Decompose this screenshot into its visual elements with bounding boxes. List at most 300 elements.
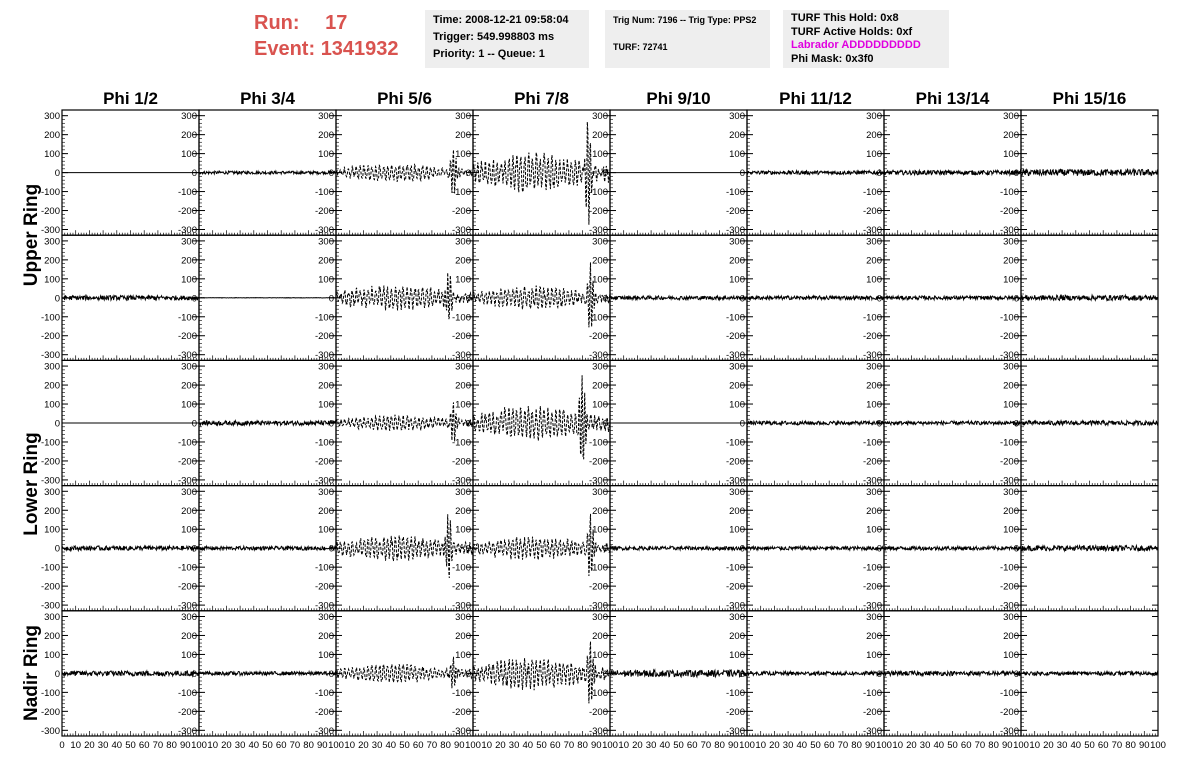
waveform-trace bbox=[1021, 672, 1158, 676]
waveform-panel bbox=[178, 110, 336, 236]
x-tick-label: 20 bbox=[1043, 740, 1054, 751]
y-tick-label: 200 bbox=[866, 130, 882, 142]
waveform-trace bbox=[1021, 295, 1158, 300]
y-tick-label: 200 bbox=[866, 505, 882, 517]
x-tick-label: 90 bbox=[454, 740, 465, 751]
y-tick-label: 100 bbox=[318, 649, 334, 661]
x-tick-label: 80 bbox=[303, 740, 314, 751]
y-tick-label: 300 bbox=[455, 486, 471, 498]
waveform-trace bbox=[336, 399, 473, 441]
y-tick-label: -200 bbox=[177, 206, 197, 218]
y-tick-label: -200 bbox=[999, 456, 1019, 468]
y-tick-label: 0 bbox=[54, 293, 60, 305]
x-tick-label: 40 bbox=[248, 740, 260, 751]
y-tick-label: 300 bbox=[44, 111, 60, 123]
y-tick-label: 200 bbox=[455, 630, 471, 642]
y-tick-label: -100 bbox=[314, 312, 334, 324]
y-tick-label: 100 bbox=[44, 274, 60, 286]
y-tick-label: -300 bbox=[725, 600, 745, 612]
y-tick-label: 300 bbox=[181, 236, 197, 248]
y-tick-label: 0 bbox=[465, 293, 471, 305]
event-label-text: Event: bbox=[254, 38, 316, 60]
x-tick-label: 30 bbox=[1056, 740, 1068, 751]
y-tick-label: -200 bbox=[314, 456, 334, 468]
x-tick-label: 80 bbox=[166, 740, 177, 751]
run-value: 17 bbox=[325, 12, 348, 34]
y-tick-label: 0 bbox=[739, 543, 745, 555]
y-tick-label: 300 bbox=[181, 611, 197, 623]
y-tick-label: 300 bbox=[181, 361, 197, 373]
x-tick-label: 50 bbox=[262, 740, 273, 751]
waveform-trace bbox=[610, 670, 747, 677]
y-tick-label: 200 bbox=[866, 380, 882, 392]
waveform-panel bbox=[726, 611, 884, 737]
y-tick-label: 100 bbox=[318, 149, 334, 161]
y-tick-label: -300 bbox=[725, 475, 745, 487]
waveform-panel bbox=[178, 611, 336, 737]
y-tick-label: -300 bbox=[451, 350, 471, 362]
y-tick-label: 300 bbox=[455, 361, 471, 373]
waveform-panel bbox=[726, 360, 884, 486]
y-tick-label: 100 bbox=[44, 524, 60, 536]
y-tick-label: -300 bbox=[177, 225, 197, 237]
x-tick-label: 10 bbox=[70, 740, 81, 751]
y-tick-label: 0 bbox=[1013, 668, 1019, 680]
y-tick-label: -300 bbox=[862, 350, 882, 362]
waveform-trace bbox=[884, 671, 1021, 676]
y-tick-label: 100 bbox=[729, 649, 745, 661]
x-tick-label: 90 bbox=[1002, 740, 1013, 751]
y-tick-label: 200 bbox=[1003, 380, 1019, 392]
x-tick-label: 10 bbox=[344, 740, 355, 751]
x-tick-label: 90 bbox=[180, 740, 191, 751]
turf-active-holds-text: TURF Active Holds: 0xf bbox=[791, 25, 913, 38]
y-tick-label: -100 bbox=[999, 312, 1019, 324]
y-tick-label: -200 bbox=[862, 581, 882, 593]
x-tick-label: 60 bbox=[275, 740, 287, 751]
y-tick-label: -100 bbox=[451, 562, 471, 574]
y-tick-label: 300 bbox=[866, 111, 882, 123]
turf-this-hold-text: TURF This Hold: 0x8 bbox=[791, 12, 899, 24]
y-tick-label: -200 bbox=[177, 456, 197, 468]
y-tick-label: 200 bbox=[318, 130, 334, 142]
x-tick-label: 100 bbox=[876, 740, 892, 751]
y-tick-label: -200 bbox=[40, 581, 60, 593]
y-tick-label: -300 bbox=[862, 475, 882, 487]
y-tick-label: 300 bbox=[44, 361, 60, 373]
x-tick-label: 100 bbox=[602, 740, 618, 751]
y-tick-label: 300 bbox=[1003, 236, 1019, 248]
y-tick-label: 200 bbox=[455, 380, 471, 392]
column-title: Phi 1/2 bbox=[103, 89, 158, 108]
y-tick-label: -300 bbox=[725, 725, 745, 737]
x-tick-label: 60 bbox=[686, 740, 698, 751]
y-tick-label: 100 bbox=[1003, 524, 1019, 536]
x-tick-label: 70 bbox=[700, 740, 712, 751]
y-tick-label: -200 bbox=[588, 581, 608, 593]
y-tick-label: 200 bbox=[1003, 630, 1019, 642]
y-tick-label: 0 bbox=[54, 668, 60, 680]
y-tick-label: 200 bbox=[44, 255, 60, 267]
y-tick-label: -300 bbox=[40, 475, 60, 487]
y-tick-label: 200 bbox=[455, 255, 471, 267]
y-tick-label: 300 bbox=[729, 236, 745, 248]
waveform-panel bbox=[863, 486, 1021, 612]
x-tick-label: 70 bbox=[1111, 740, 1123, 751]
x-tick-label: 80 bbox=[1125, 740, 1136, 751]
y-tick-label: 300 bbox=[866, 361, 882, 373]
y-tick-label: 100 bbox=[592, 399, 608, 411]
x-tick-label: 80 bbox=[851, 740, 862, 751]
y-tick-label: -300 bbox=[40, 600, 60, 612]
x-tick-label: 80 bbox=[988, 740, 999, 751]
y-tick-label: -200 bbox=[999, 331, 1019, 343]
x-tick-label: 70 bbox=[974, 740, 986, 751]
x-tick-label: 40 bbox=[522, 740, 534, 751]
waveform-panel bbox=[178, 360, 336, 486]
x-tick-label: 30 bbox=[508, 740, 520, 751]
y-tick-label: -300 bbox=[451, 600, 471, 612]
column-title: Phi 11/12 bbox=[779, 89, 852, 108]
waveform-trace bbox=[747, 672, 884, 676]
column-title: Phi 15/16 bbox=[1052, 89, 1127, 108]
y-tick-label: 0 bbox=[328, 668, 334, 680]
waveform-panel bbox=[589, 486, 747, 612]
y-tick-label: 0 bbox=[1013, 168, 1019, 180]
waveform-panel bbox=[863, 110, 1021, 236]
y-tick-label: 100 bbox=[455, 524, 471, 536]
x-tick-label: 50 bbox=[1084, 740, 1095, 751]
phi-mask-text: Phi Mask: 0x3f0 bbox=[791, 52, 874, 65]
waveform-trace bbox=[1021, 421, 1158, 426]
y-tick-label: 0 bbox=[328, 418, 334, 430]
x-tick-label: 10 bbox=[207, 740, 218, 751]
y-tick-label: -200 bbox=[314, 706, 334, 718]
x-tick-label: 90 bbox=[1139, 740, 1150, 751]
x-tick-label: 10 bbox=[1029, 740, 1040, 751]
y-tick-label: -200 bbox=[451, 206, 471, 218]
x-tick-label: 50 bbox=[810, 740, 821, 751]
waveform-trace bbox=[610, 296, 747, 300]
y-tick-label: -300 bbox=[862, 600, 882, 612]
y-tick-label: -200 bbox=[314, 331, 334, 343]
y-tick-label: 100 bbox=[592, 524, 608, 536]
waveform-trace bbox=[747, 421, 884, 425]
y-tick-label: -100 bbox=[40, 437, 60, 449]
x-tick-label: 80 bbox=[714, 740, 725, 751]
y-tick-label: 100 bbox=[1003, 274, 1019, 286]
y-tick-label: 0 bbox=[739, 418, 745, 430]
y-tick-label: -100 bbox=[999, 187, 1019, 199]
y-tick-label: -300 bbox=[725, 350, 745, 362]
y-tick-label: 200 bbox=[1003, 255, 1019, 267]
x-tick-label: 100 bbox=[191, 740, 207, 751]
waveform-panel bbox=[315, 611, 473, 737]
waveform-panel bbox=[41, 486, 199, 612]
y-tick-label: 300 bbox=[729, 486, 745, 498]
labrador-text: Labrador ADDDDDDDDD bbox=[791, 39, 921, 51]
y-tick-label: -100 bbox=[725, 312, 745, 324]
y-tick-label: 100 bbox=[181, 649, 197, 661]
y-tick-label: 300 bbox=[1003, 611, 1019, 623]
y-tick-label: 0 bbox=[602, 293, 608, 305]
waveform-panel bbox=[315, 360, 473, 486]
y-tick-label: 200 bbox=[592, 505, 608, 517]
y-tick-label: 300 bbox=[1003, 486, 1019, 498]
y-tick-label: 100 bbox=[1003, 649, 1019, 661]
x-tick-label: 40 bbox=[1070, 740, 1082, 751]
y-tick-label: -200 bbox=[451, 581, 471, 593]
x-tick-label: 30 bbox=[645, 740, 657, 751]
y-tick-label: 0 bbox=[191, 418, 197, 430]
y-tick-label: -200 bbox=[725, 456, 745, 468]
waveform-panel bbox=[452, 486, 610, 612]
y-tick-label: 100 bbox=[866, 149, 882, 161]
y-tick-label: 0 bbox=[1013, 543, 1019, 555]
waveform-trace bbox=[62, 671, 199, 676]
y-tick-label: 0 bbox=[191, 168, 197, 180]
y-tick-label: -300 bbox=[177, 725, 197, 737]
y-tick-label: -100 bbox=[177, 562, 197, 574]
waveform-panel bbox=[41, 235, 199, 361]
x-tick-label: 70 bbox=[837, 740, 849, 751]
waveform-panel bbox=[1000, 110, 1158, 236]
y-tick-label: 0 bbox=[602, 543, 608, 555]
waveform-panel bbox=[726, 110, 884, 236]
y-tick-label: 200 bbox=[1003, 505, 1019, 517]
x-tick-label: 20 bbox=[906, 740, 917, 751]
y-tick-label: -100 bbox=[862, 187, 882, 199]
x-tick-label: 40 bbox=[659, 740, 671, 751]
y-tick-label: -200 bbox=[588, 456, 608, 468]
x-tick-label: 40 bbox=[796, 740, 808, 751]
y-tick-label: 300 bbox=[729, 111, 745, 123]
y-tick-label: -200 bbox=[40, 206, 60, 218]
waveform-trace bbox=[747, 546, 884, 550]
ring-label-upper: Upper Ring bbox=[21, 183, 42, 287]
priority-text: Priority: 1 -- Queue: 1 bbox=[433, 48, 545, 60]
y-tick-label: -300 bbox=[177, 475, 197, 487]
y-tick-label: 300 bbox=[592, 361, 608, 373]
y-tick-label: 100 bbox=[44, 649, 60, 661]
waveform-trace bbox=[199, 546, 336, 550]
y-tick-label: -100 bbox=[177, 437, 197, 449]
y-tick-label: 300 bbox=[44, 236, 60, 248]
y-tick-label: 300 bbox=[1003, 111, 1019, 123]
waveform-panel bbox=[315, 486, 473, 612]
y-tick-label: 100 bbox=[318, 274, 334, 286]
waveform-panel bbox=[41, 110, 199, 236]
y-tick-label: 300 bbox=[866, 486, 882, 498]
x-tick-label: 20 bbox=[84, 740, 95, 751]
y-tick-label: -100 bbox=[862, 312, 882, 324]
waveform-panel bbox=[1000, 235, 1158, 361]
y-tick-label: -100 bbox=[588, 687, 608, 699]
y-tick-label: -100 bbox=[725, 437, 745, 449]
y-tick-label: -300 bbox=[451, 725, 471, 737]
y-tick-label: -300 bbox=[40, 350, 60, 362]
x-tick-label: 20 bbox=[769, 740, 780, 751]
y-tick-label: 0 bbox=[1013, 293, 1019, 305]
y-tick-label: -100 bbox=[314, 687, 334, 699]
x-tick-label: 60 bbox=[960, 740, 972, 751]
y-tick-label: 100 bbox=[729, 399, 745, 411]
y-tick-label: -300 bbox=[588, 600, 608, 612]
y-tick-label: -300 bbox=[862, 725, 882, 737]
x-tick-label: 30 bbox=[919, 740, 931, 751]
y-tick-label: -300 bbox=[177, 600, 197, 612]
y-tick-label: -100 bbox=[588, 312, 608, 324]
y-tick-label: 0 bbox=[465, 668, 471, 680]
waveform-trace bbox=[884, 421, 1021, 425]
x-tick-label: 80 bbox=[440, 740, 451, 751]
y-tick-label: 0 bbox=[191, 543, 197, 555]
waveform-panel bbox=[41, 360, 199, 486]
x-tick-label: 10 bbox=[755, 740, 766, 751]
y-tick-label: 100 bbox=[455, 649, 471, 661]
y-tick-label: -200 bbox=[314, 206, 334, 218]
y-tick-label: -300 bbox=[999, 225, 1019, 237]
waveform-trace bbox=[610, 546, 747, 550]
y-tick-label: -300 bbox=[40, 225, 60, 237]
y-tick-label: 300 bbox=[729, 611, 745, 623]
waveform-panel bbox=[589, 360, 747, 486]
y-tick-label: -200 bbox=[725, 206, 745, 218]
y-tick-label: -300 bbox=[588, 475, 608, 487]
y-tick-label: 300 bbox=[181, 486, 197, 498]
y-tick-label: 300 bbox=[44, 486, 60, 498]
x-tick-label: 100 bbox=[739, 740, 755, 751]
y-tick-label: -300 bbox=[451, 225, 471, 237]
y-tick-label: -100 bbox=[862, 687, 882, 699]
ring-label-nadir: Nadir Ring bbox=[21, 624, 42, 722]
y-tick-label: 0 bbox=[739, 168, 745, 180]
y-tick-label: -200 bbox=[177, 581, 197, 593]
y-tick-label: 0 bbox=[876, 543, 882, 555]
y-tick-label: -200 bbox=[451, 331, 471, 343]
y-tick-label: 200 bbox=[729, 255, 745, 267]
y-tick-label: -200 bbox=[314, 581, 334, 593]
waveform-panel bbox=[726, 486, 884, 612]
waveform-trace bbox=[884, 546, 1021, 550]
x-tick-label: 70 bbox=[152, 740, 164, 751]
x-tick-label: 70 bbox=[563, 740, 575, 751]
y-tick-label: -100 bbox=[725, 187, 745, 199]
y-tick-label: 100 bbox=[181, 274, 197, 286]
x-tick-label: 100 bbox=[1150, 740, 1166, 751]
y-tick-label: -100 bbox=[40, 562, 60, 574]
y-tick-label: 300 bbox=[592, 611, 608, 623]
x-tick-label: 40 bbox=[933, 740, 945, 751]
y-tick-label: -300 bbox=[588, 725, 608, 737]
y-tick-label: 100 bbox=[455, 274, 471, 286]
x-tick-label: 60 bbox=[549, 740, 561, 751]
y-tick-label: 100 bbox=[181, 149, 197, 161]
y-tick-label: -300 bbox=[451, 475, 471, 487]
x-tick-label: 50 bbox=[536, 740, 547, 751]
y-tick-label: -100 bbox=[451, 312, 471, 324]
y-tick-label: 200 bbox=[318, 380, 334, 392]
turf-text: TURF: 72741 bbox=[613, 42, 668, 52]
y-tick-label: -200 bbox=[40, 706, 60, 718]
y-tick-label: -300 bbox=[177, 350, 197, 362]
y-tick-label: -100 bbox=[999, 687, 1019, 699]
y-tick-label: -100 bbox=[862, 437, 882, 449]
y-tick-label: 300 bbox=[729, 361, 745, 373]
y-tick-label: -100 bbox=[177, 187, 197, 199]
y-tick-label: 200 bbox=[592, 130, 608, 142]
waveform-trace bbox=[884, 170, 1021, 175]
y-tick-label: 0 bbox=[876, 418, 882, 430]
y-tick-label: 100 bbox=[866, 274, 882, 286]
y-tick-label: 0 bbox=[876, 293, 882, 305]
y-tick-label: 200 bbox=[181, 255, 197, 267]
x-tick-label: 90 bbox=[591, 740, 602, 751]
y-tick-label: 300 bbox=[181, 111, 197, 123]
x-tick-label: 30 bbox=[97, 740, 109, 751]
x-tick-label: 100 bbox=[328, 740, 344, 751]
y-tick-label: -200 bbox=[862, 706, 882, 718]
waveform-panel bbox=[452, 110, 610, 236]
waveform-trace bbox=[1021, 546, 1158, 551]
waveform-panel bbox=[315, 110, 473, 236]
y-tick-label: 300 bbox=[318, 236, 334, 248]
y-tick-label: 200 bbox=[181, 630, 197, 642]
y-tick-label: -100 bbox=[314, 562, 334, 574]
y-tick-label: 100 bbox=[44, 149, 60, 161]
y-tick-label: -200 bbox=[862, 456, 882, 468]
waveform-panel bbox=[178, 486, 336, 612]
y-tick-label: 200 bbox=[729, 130, 745, 142]
y-tick-label: 100 bbox=[181, 524, 197, 536]
y-tick-label: -100 bbox=[588, 437, 608, 449]
y-tick-label: 0 bbox=[602, 168, 608, 180]
y-tick-label: 200 bbox=[44, 380, 60, 392]
y-tick-label: -300 bbox=[588, 225, 608, 237]
x-tick-label: 10 bbox=[481, 740, 492, 751]
waveform-trace bbox=[199, 421, 336, 426]
x-tick-label: 20 bbox=[495, 740, 506, 751]
y-tick-label: -300 bbox=[999, 475, 1019, 487]
y-tick-label: 200 bbox=[866, 255, 882, 267]
y-tick-label: -200 bbox=[177, 331, 197, 343]
y-tick-label: 200 bbox=[318, 505, 334, 517]
trig-num-text: Trig Num: 7196 -- Trig Type: PPS2 bbox=[613, 15, 757, 25]
y-tick-label: -300 bbox=[40, 725, 60, 737]
y-tick-label: 300 bbox=[455, 611, 471, 623]
run-label-text: Run: bbox=[254, 12, 300, 34]
y-tick-label: -200 bbox=[999, 581, 1019, 593]
waveform-panel bbox=[589, 235, 747, 361]
y-tick-label: 100 bbox=[729, 149, 745, 161]
y-tick-label: -200 bbox=[725, 706, 745, 718]
y-tick-label: 100 bbox=[592, 274, 608, 286]
y-tick-label: 200 bbox=[181, 505, 197, 517]
time-text: Time: 2008-12-21 09:58:04 bbox=[433, 14, 569, 26]
y-tick-label: 100 bbox=[866, 524, 882, 536]
x-tick-label: 20 bbox=[358, 740, 369, 751]
x-tick-label: 10 bbox=[618, 740, 629, 751]
y-tick-label: 0 bbox=[739, 293, 745, 305]
y-tick-label: -300 bbox=[725, 225, 745, 237]
y-tick-label: 100 bbox=[1003, 149, 1019, 161]
x-tick-label: 0 bbox=[59, 740, 65, 751]
y-tick-label: 200 bbox=[455, 505, 471, 517]
y-tick-label: 200 bbox=[729, 630, 745, 642]
y-tick-label: 0 bbox=[876, 668, 882, 680]
y-tick-label: -300 bbox=[999, 600, 1019, 612]
y-tick-label: 0 bbox=[465, 543, 471, 555]
